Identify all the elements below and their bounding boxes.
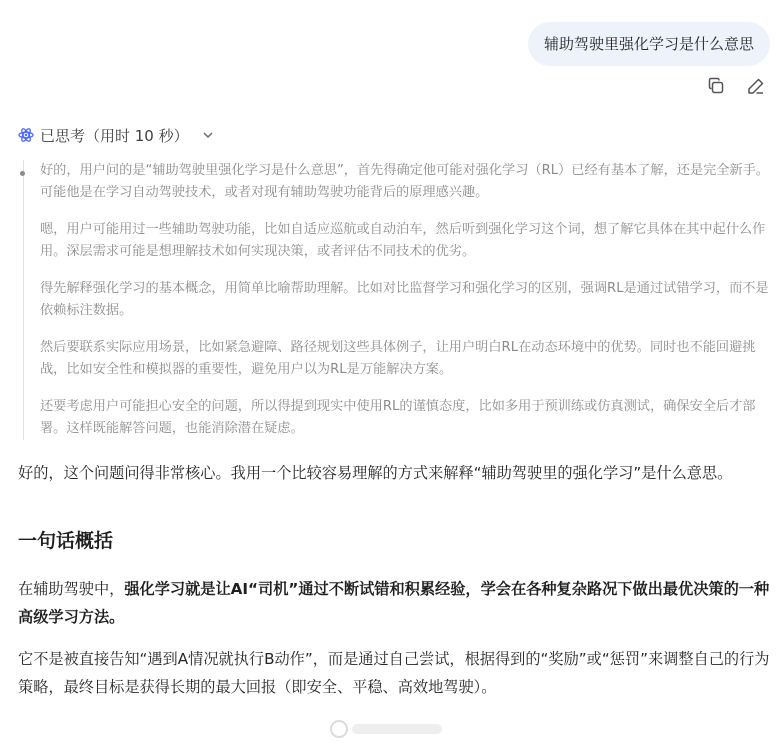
edit-icon[interactable]	[746, 76, 766, 96]
user-message-bubble: 辅助驾驶里强化学习是什么意思	[528, 22, 770, 66]
thinking-label: 已思考（用时 10 秒）	[40, 126, 189, 145]
thinking-paragraph: 好的，用户问的是“辅助驾驶里强化学习是什么意思”，首先得确定他可能对强化学习（RL）已经有基本了解，还是完全新手。可能他是在学习自动驾驶技术，或者对现有辅助驾驶功能背后的原理感兴趣。	[40, 163, 770, 200]
thinking-content	[23, 160, 771, 440]
thinking-paragraph: 得先解释强化学习的基本概念，用简单比喻帮助理解。比如对比监督学习和强化学习的区别，强调RL是通过试错学习，而不是依赖标注数据。	[40, 281, 769, 318]
copy-icon[interactable]	[706, 76, 726, 96]
user-message-row	[528, 22, 770, 66]
thinking-paragraph: 还要考虑用户可能担心安全的问题，所以得提到现实中使用RL的谨慎态度，比如多用于预训练或仿真测试，确保安全后才部署。这样既能解答问题，也能消除潜在疑虑。	[40, 399, 756, 436]
answer-intro: 好的，这个问题问得非常核心。我用一个比较容易理解的方式来解释“辅助驾驶里的强化学习”是什么意思。	[18, 464, 733, 482]
answer-detail: 它不是被直接告知“遇到A情况就执行B动作”，而是通过自己尝试，根据得到的“奖励”或“惩罚”来调整自己的行为策略，最终目标是获得长期的最大回报（即安全、平稳、高效地驾驶）。	[18, 650, 770, 696]
answer-heading: 一句话概括	[18, 530, 114, 552]
answer-summary	[18, 575, 770, 631]
atom-icon	[18, 127, 34, 143]
thinking-paragraph: 嗯，用户可能用过一些辅助驾驶功能，比如自适应巡航或自动泊车，然后听到强化学习这个词，想了解它具体在其中起什么作用。深层需求可能是想理解技术如何实现决策，或者评估不同技术的优劣。	[40, 222, 766, 259]
thinking-paragraph: 然后要联系实际应用场景，比如紧急避障、路径规划这些具体例子，让用户明白RL在动态环境中的优势。同时也不能回避挑战，比如安全性和模拟器的重要性，避免用户以为RL是万能解决方案。	[40, 340, 756, 377]
thinking-toggle[interactable]	[18, 124, 215, 146]
assistant-answer	[18, 459, 770, 701]
watermark	[330, 720, 442, 738]
summary-prefix: 在辅助驾驶中，	[18, 580, 125, 598]
chevron-down-icon	[201, 128, 215, 142]
bullet-dot	[20, 171, 25, 176]
watermark-logo-icon	[330, 720, 348, 738]
watermark-bar	[352, 724, 442, 734]
summary-bold: 强化学习就是让AI“司机”通过不断试错和积累经验，学会在各种复杂路况下做出最优决策的一种高级学习方法。	[18, 580, 770, 626]
message-actions	[706, 76, 766, 96]
